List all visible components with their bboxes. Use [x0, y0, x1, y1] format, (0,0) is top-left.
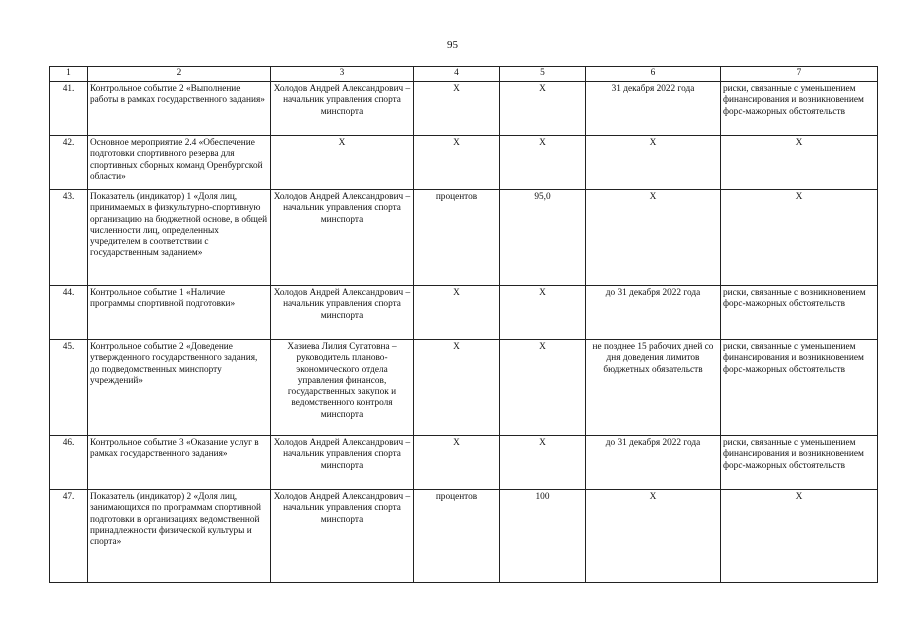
value-cell: X [500, 82, 586, 136]
deadline-cell: X [586, 190, 721, 286]
event-name: Контрольное событие 2 «Доведение утвержденного государственного задания, до подведомственных минспорту учреждений» [88, 340, 271, 436]
event-name: Контрольное событие 1 «Наличие программы спортивной подготовки» [88, 286, 271, 340]
responsible-person: Холодов Андрей Александрович – начальник управления спорта минспорта [271, 286, 414, 340]
table-row [50, 286, 878, 340]
header-cell: 6 [586, 67, 721, 82]
unit-cell: процентов [414, 490, 500, 583]
deadline-cell: X [586, 136, 721, 190]
risks-cell: риски, связанные с уменьшением финансирования и возникновением форс-мажорных обстоятельств [721, 436, 878, 490]
table-row [50, 136, 878, 190]
row-number: 47. [50, 490, 88, 583]
table-row [50, 190, 878, 286]
deadline-cell: не позднее 15 рабочих дней со дня доведения лимитов бюджетных обязательств [586, 340, 721, 436]
unit-cell: процентов [414, 190, 500, 286]
risks-cell: риски, связанные с уменьшением финансирования и возникновением форс-мажорных обстоятельств [721, 340, 878, 436]
header-cell: 7 [721, 67, 878, 82]
risks-cell: X [721, 490, 878, 583]
event-name: Основное мероприятие 2.4 «Обеспечение подготовки спортивного резерва для спортивных сборных команд Оренбургской области» [88, 136, 271, 190]
row-number: 42. [50, 136, 88, 190]
deadline-cell: до 31 декабря 2022 года [586, 436, 721, 490]
risks-cell: X [721, 190, 878, 286]
header-cell: 5 [500, 67, 586, 82]
deadline-cell: до 31 декабря 2022 года [586, 286, 721, 340]
unit-cell: X [414, 340, 500, 436]
row-number: 44. [50, 286, 88, 340]
event-name: Контрольное событие 3 «Оказание услуг в рамках государственного задания» [88, 436, 271, 490]
unit-cell: X [414, 286, 500, 340]
plan-table [49, 66, 878, 583]
deadline-cell: X [586, 490, 721, 583]
value-cell: X [500, 340, 586, 436]
table-row [50, 340, 878, 436]
risks-cell: риски, связанные с возникновением форс-мажорных обстоятельств [721, 286, 878, 340]
header-cell: 1 [50, 67, 88, 82]
risks-cell: X [721, 136, 878, 190]
event-name: Контрольное событие 2 «Выполнение работы в рамках государственного задания» [88, 82, 271, 136]
responsible-person: X [271, 136, 414, 190]
value-cell: X [500, 436, 586, 490]
header-cell: 3 [271, 67, 414, 82]
table-header-row [50, 67, 878, 82]
unit-cell: X [414, 82, 500, 136]
row-number: 45. [50, 340, 88, 436]
value-cell: 100 [500, 490, 586, 583]
responsible-person: Холодов Андрей Александрович – начальник управления спорта минспорта [271, 190, 414, 286]
responsible-person: Холодов Андрей Александрович – начальник управления спорта минспорта [271, 490, 414, 583]
value-cell: X [500, 286, 586, 340]
unit-cell: X [414, 136, 500, 190]
responsible-person: Холодов Андрей Александрович – начальник управления спорта минспорта [271, 82, 414, 136]
value-cell: 95,0 [500, 190, 586, 286]
row-number: 41. [50, 82, 88, 136]
deadline-cell: 31 декабря 2022 года [586, 82, 721, 136]
row-number: 43. [50, 190, 88, 286]
event-name: Показатель (индикатор) 2 «Доля лиц, занимающихся по программам спортивной подготовки в организациях ведомственной принадлежности физической культуры и спорта» [88, 490, 271, 583]
page-number: 95 [447, 39, 458, 51]
responsible-person: Хазиева Лилия Сугатовна – руководитель планово-экономического отдела управления финансов, государственных закупок и ведомственного контроля минспорта [271, 340, 414, 436]
event-name: Показатель (индикатор) 1 «Доля лиц, принимаемых в физкультурно-спортивную организацию на бюджетной основе, в общей численности лиц, определенных учредителем в соответствии с государственным заданием» [88, 190, 271, 286]
responsible-person: Холодов Андрей Александрович – начальник управления спорта минспорта [271, 436, 414, 490]
table-row [50, 436, 878, 490]
table-row [50, 82, 878, 136]
header-cell: 2 [88, 67, 271, 82]
unit-cell: X [414, 436, 500, 490]
row-number: 46. [50, 436, 88, 490]
table-row [50, 490, 878, 583]
header-cell: 4 [414, 67, 500, 82]
risks-cell: риски, связанные с уменьшением финансирования и возникновением форс-мажорных обстоятельств [721, 82, 878, 136]
value-cell: X [500, 136, 586, 190]
